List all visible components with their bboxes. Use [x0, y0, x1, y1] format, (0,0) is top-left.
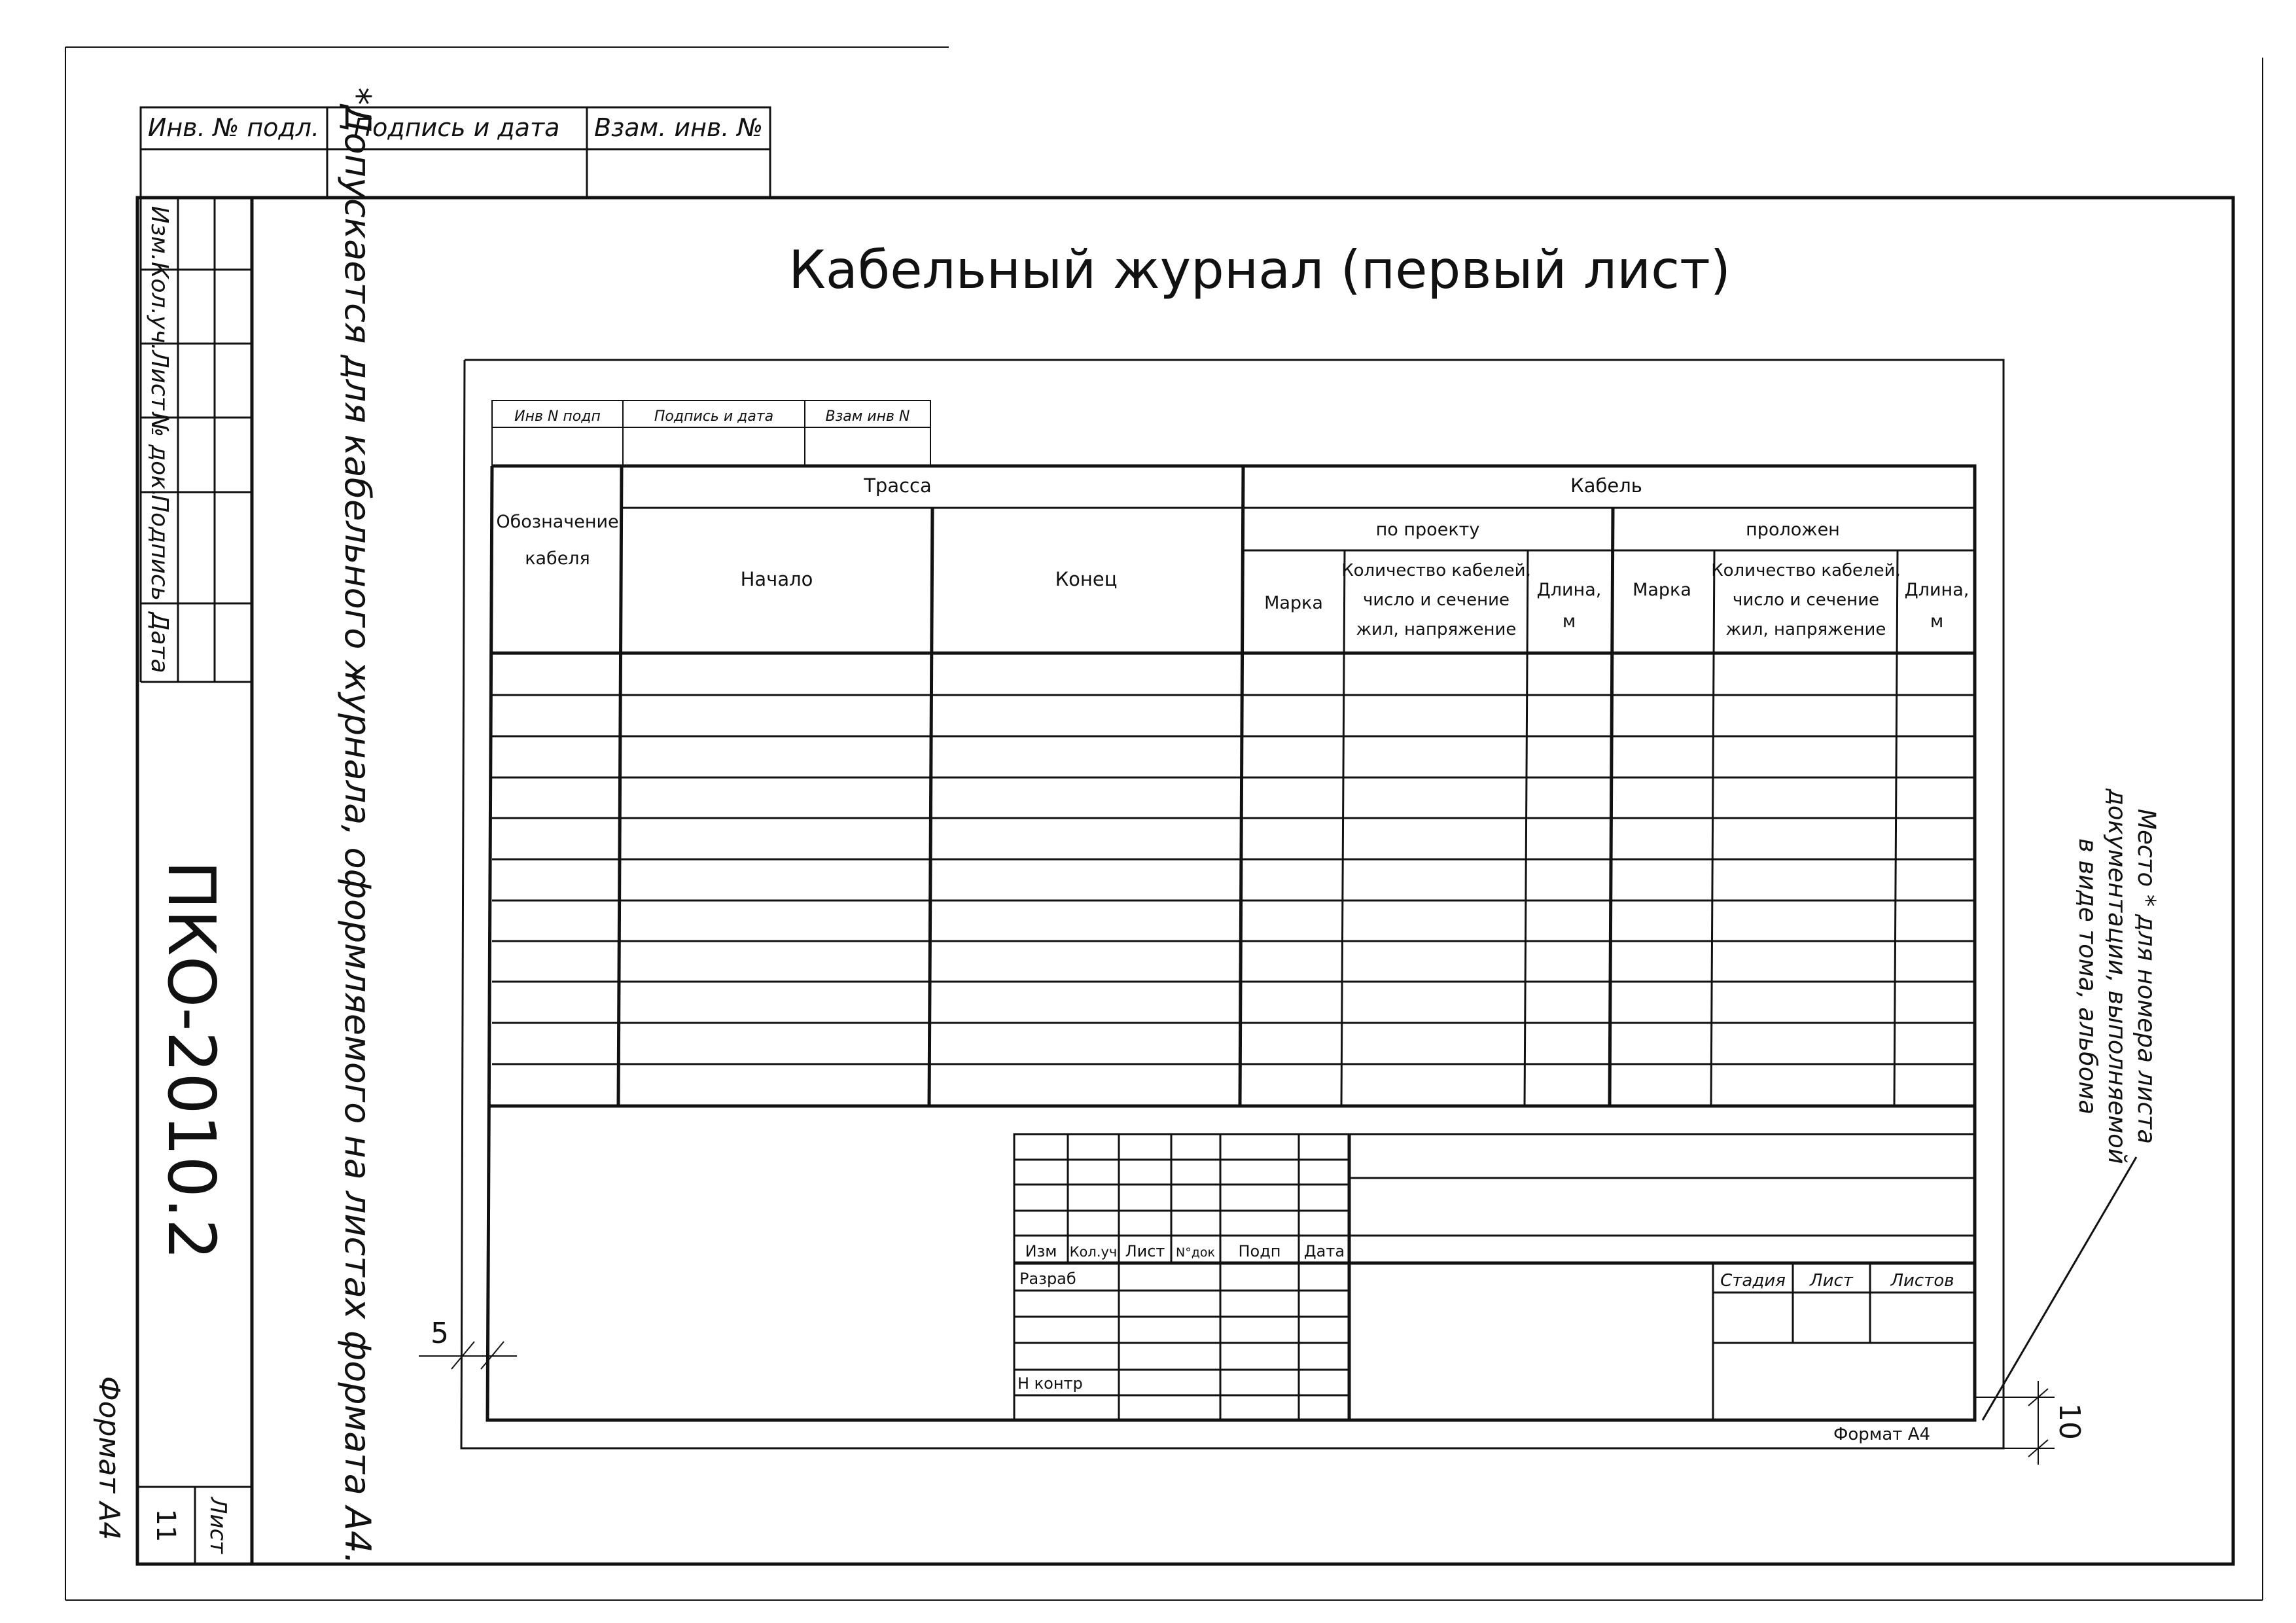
tb-n-kontr: Н контр: [1017, 1374, 1083, 1393]
hdr-trassa: Трасса: [864, 474, 932, 497]
side-note-line2: документации, выполняемой: [2103, 789, 2131, 1164]
format-label-left: Формат А4: [92, 1376, 126, 1541]
dimension-10: [1976, 1381, 2086, 1465]
stamp-vzam-inv: Взам. инв. №: [593, 113, 764, 142]
sheet-label: Лист: [205, 1497, 231, 1554]
side-note-line1: Место * для номера листа: [2132, 808, 2161, 1145]
dim-10-label: 10: [2053, 1403, 2086, 1440]
top-stamp: [141, 107, 770, 198]
tb-izm: Изм: [1025, 1242, 1057, 1260]
form-format-label: Формат А4: [1833, 1425, 1931, 1444]
form-data-rows: [489, 695, 1975, 1106]
dim-5-label: 5: [431, 1317, 449, 1350]
tb-n-dok: N°док: [1176, 1245, 1215, 1260]
a4-form: [461, 360, 2004, 1448]
hdr-konec: Конец: [1055, 568, 1118, 590]
side-note-line3: в виде тома, альбома: [2074, 838, 2102, 1115]
hdr-nachalo: Начало: [740, 568, 813, 590]
hdr-dlina-1b: м: [1562, 611, 1576, 632]
left-stamp-izm: Изм.: [146, 205, 173, 262]
left-stamp-kol-uch: Кол.уч.: [146, 261, 173, 351]
page-title: Кабельный журнал (первый лист): [788, 240, 1731, 300]
hdr-dlina-2a: Длина,: [1904, 580, 1969, 600]
left-stamp-podpis: Подпись: [146, 495, 173, 601]
stamp-inv-podl: Инв. № подл.: [147, 113, 320, 142]
tb-listov: Листов: [1890, 1271, 1954, 1291]
main-frame: [137, 198, 2233, 1564]
dimension-5: [419, 1317, 517, 1369]
left-stamp: [141, 198, 252, 682]
form-stamp-vzam: Взам инв N: [825, 408, 910, 425]
tb-razrab: Разраб: [1019, 1270, 1076, 1288]
hdr-dlina-1a: Длина,: [1536, 580, 1602, 600]
left-stamp-list: Лист: [146, 350, 173, 410]
hdr-marka-2: Марка: [1633, 580, 1691, 600]
hdr-kol-2c: жил, напряжение: [1725, 620, 1886, 639]
tb-kol-uch: Кол.уч: [1069, 1244, 1118, 1260]
form-stamp-podp: Подпись и дата: [654, 408, 774, 425]
side-note: [1983, 788, 2161, 1420]
left-stamp-data: Дата: [146, 612, 173, 673]
hdr-kol-2a: Количество кабелей,: [1711, 561, 1901, 580]
hdr-kol-2b: число и сечение: [1732, 590, 1880, 610]
hdr-marka-1: Марка: [1264, 593, 1323, 613]
stamp-podpis-data: Подпись и дата: [353, 113, 560, 142]
sheet-number: 11: [150, 1508, 181, 1543]
hdr-kabel: Кабель: [1570, 474, 1642, 497]
hdr-oboznachenie-1: Обозначение: [496, 512, 619, 532]
left-title-area: [137, 861, 252, 1564]
hdr-dlina-2b: м: [1930, 611, 1944, 632]
tb-list2: Лист: [1810, 1271, 1853, 1291]
footnote: *Допускается для кабельного журнала, оформляемого на листах формата А4.: [337, 87, 378, 1565]
form-title-block: [1014, 1134, 1975, 1420]
doc-code: ПКО-2010.2: [153, 860, 230, 1260]
tb-podp: Подп: [1238, 1242, 1281, 1260]
tb-stadiya: Стадия: [1720, 1271, 1786, 1291]
hdr-prolozhen: проложен: [1746, 520, 1840, 540]
hdr-oboznachenie-2: кабеля: [525, 548, 590, 569]
tb-data: Дата: [1303, 1242, 1345, 1260]
hdr-kol-1c: жил, напряжение: [1356, 620, 1517, 639]
hdr-kol-1a: Количество кабелей,: [1341, 561, 1531, 580]
form-stamp-inv: Инв N подп: [514, 408, 601, 425]
hdr-po-proektu: по проекту: [1375, 520, 1480, 540]
left-stamp-n-dok: № док.: [146, 412, 173, 497]
hdr-kol-1b: число и сечение: [1362, 590, 1510, 610]
tb-list: Лист: [1125, 1242, 1165, 1260]
